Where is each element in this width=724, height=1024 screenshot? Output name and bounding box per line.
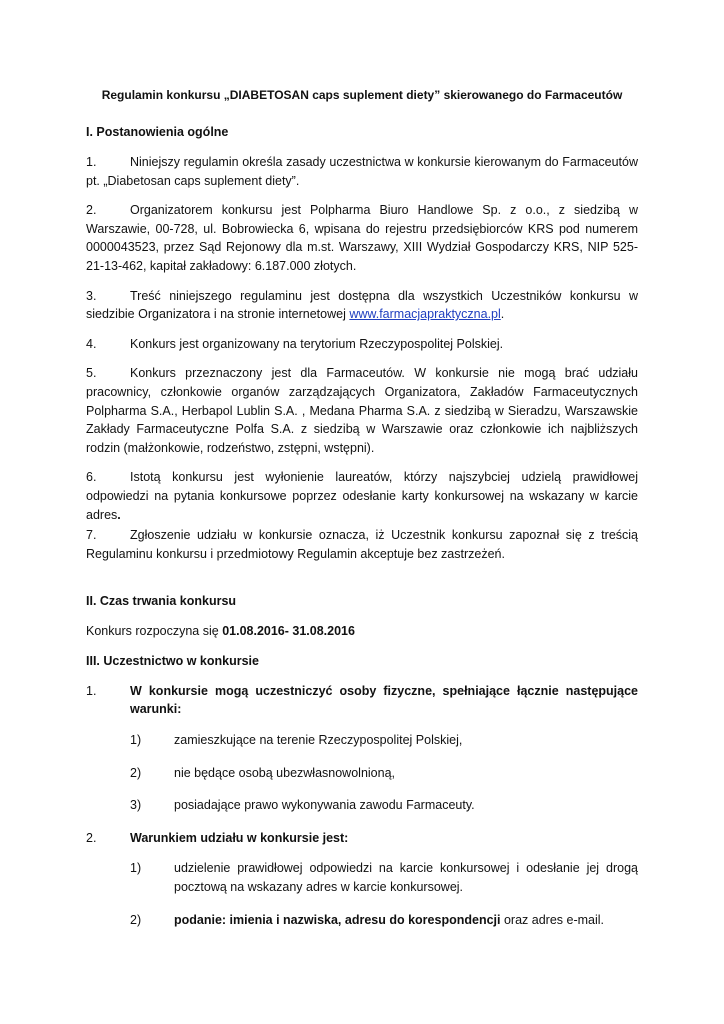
paragraph-text: Zgłoszenie udziału w konkursie oznacza, iż Uczestnik konkursu zapoznał się z treścią Regulaminu konkursu i przedmiotowy Regulamin akceptuje bez zastrzeżeń. [86,528,638,561]
duration-text [86,622,638,641]
paragraph-text: Niniejszy regulamin określa zasady uczestnictwa w konkursie kierowanym do Farmaceutów pt. „Diabetosan caps suplement diety”. [86,155,638,188]
website-link[interactable]: www.farmacjapraktyczna.pl [349,307,501,322]
document-title: Regulamin konkursu „DIABETOSAN caps suplement diety” skierowanego do Farmaceutów [101,88,623,102]
condition-sub-item-1 [130,859,638,896]
sub-item-text [174,911,638,930]
paragraph-3 [86,287,638,324]
sub-item-text: nie będące osobą ubezwłasnowolnioną, [174,765,395,780]
sub-item-number: 1) [130,861,142,876]
sub-item-number: 1) [130,733,142,748]
sub-item-1 [130,731,638,750]
sub-item-3 [130,796,638,815]
sub-item-number: 3) [130,798,142,813]
paragraph-text: Istotą konkursu jest wyłonienie laureatów, którzy najszybciej udzielą prawidłowej odpowiedzi na pytania konkursowe poprzez odesłanie karty konkursowej na wskazany w karcie adres [86,470,638,522]
item-text: Warunkiem udziału w konkursie jest: [130,830,349,845]
paragraph-4 [86,335,638,354]
sub-item-number: 2) [130,912,142,927]
paragraph-7 [86,526,638,563]
sub-item-number: 2) [130,765,142,780]
paragraph-end: . [500,307,505,322]
section-heading-duration: II. Czas trwania konkursu [86,594,237,609]
section-heading-participation: III. Uczestnictwo w konkursie [86,653,259,668]
paragraph-2 [86,201,638,275]
section-heading-general: I. Postanowienia ogólne [86,125,229,139]
sub-item-text: zamieszkujące na terenie Rzeczypospolitej Polskiej, [174,733,463,748]
condition-sub-item-2 [130,911,638,930]
paragraph-end: . [117,507,121,522]
paragraph-text: Konkurs jest organizowany na terytorium Rzeczypospolitej Polskiej. [130,336,504,351]
sub-item-rest: oraz adres e-mail. [500,912,604,927]
item-number: 1. [86,683,97,698]
duration-dates: 01.08.2016- 31.08.2016 [222,624,355,639]
paragraph-6 [86,468,638,524]
paragraph-5 [86,364,638,457]
sub-item-bold: podanie: imienia i nazwiska, adresu do korespondencji [174,912,501,927]
paragraph-number: 1. [86,155,97,169]
participation-item-1 [86,682,638,719]
paragraph-text: Konkurs przeznaczony jest dla Farmaceutów. W konkursie nie mogą brać udziału pracownicy, członkowie organów zarządzających Organizatora, Zakładów Farmaceutycznych Polpharma S.A., Herbapol Lublin S.A. , Medana Pharma S.A. z siedzibą w Sieradzu, Warszawskie Zakłady Farmaceutyczne Polfa S.A. z siedzibą w Warszawie oraz członkowie ich najbliższych rodzin (małżonkowie, rodzeństwo, zstępni, wstępni). [86,366,638,455]
paragraph-1 [86,153,638,190]
paragraph-text: Treść niniejszego regulaminu jest dostępna dla wszystkich Uczestników konkursu w siedzibie Organizatora i na stronie internetowej [86,288,638,322]
sub-item-2 [130,764,638,783]
duration-label: Konkurs rozpoczyna się [86,624,223,639]
item-number: 2. [86,830,97,845]
paragraph-text: Organizatorem konkursu jest Polpharma Biuro Handlowe Sp. z o.o., z siedzibą w Warszawie, 00-728, ul. Bobrowiecka 6, wpisana do rejestru przedsiębiorców KRS pod numerem 0000043523, przez Sąd Rejonowy dla m.st. Warszawy, XIII Wydział Gospodarczy KRS, NIP 525-21-13-462, kapitał zakładowy: 6.187.000 złotych. [86,203,638,273]
paragraph-number: 5. [86,366,97,381]
paragraph-number: 4. [86,336,97,351]
paragraph-number: 6. [86,470,97,485]
paragraph-number: 2. [86,203,97,218]
sub-item-text: posiadające prawo wykonywania zawodu Farmaceuty. [174,798,475,813]
sub-item-text: udzielenie prawidłowej odpowiedzi na karcie konkursowej i odesłanie jej drogą pocztową na wskazany adres w karcie konkursowej. [174,861,638,895]
paragraph-number: 7. [86,528,97,543]
item-text: W konkursie mogą uczestniczyć osoby fizyczne, spełniające łącznie następujące warunki: [130,683,638,717]
participation-item-2 [86,829,638,848]
paragraph-number: 3. [86,288,97,303]
spacer [86,574,638,592]
